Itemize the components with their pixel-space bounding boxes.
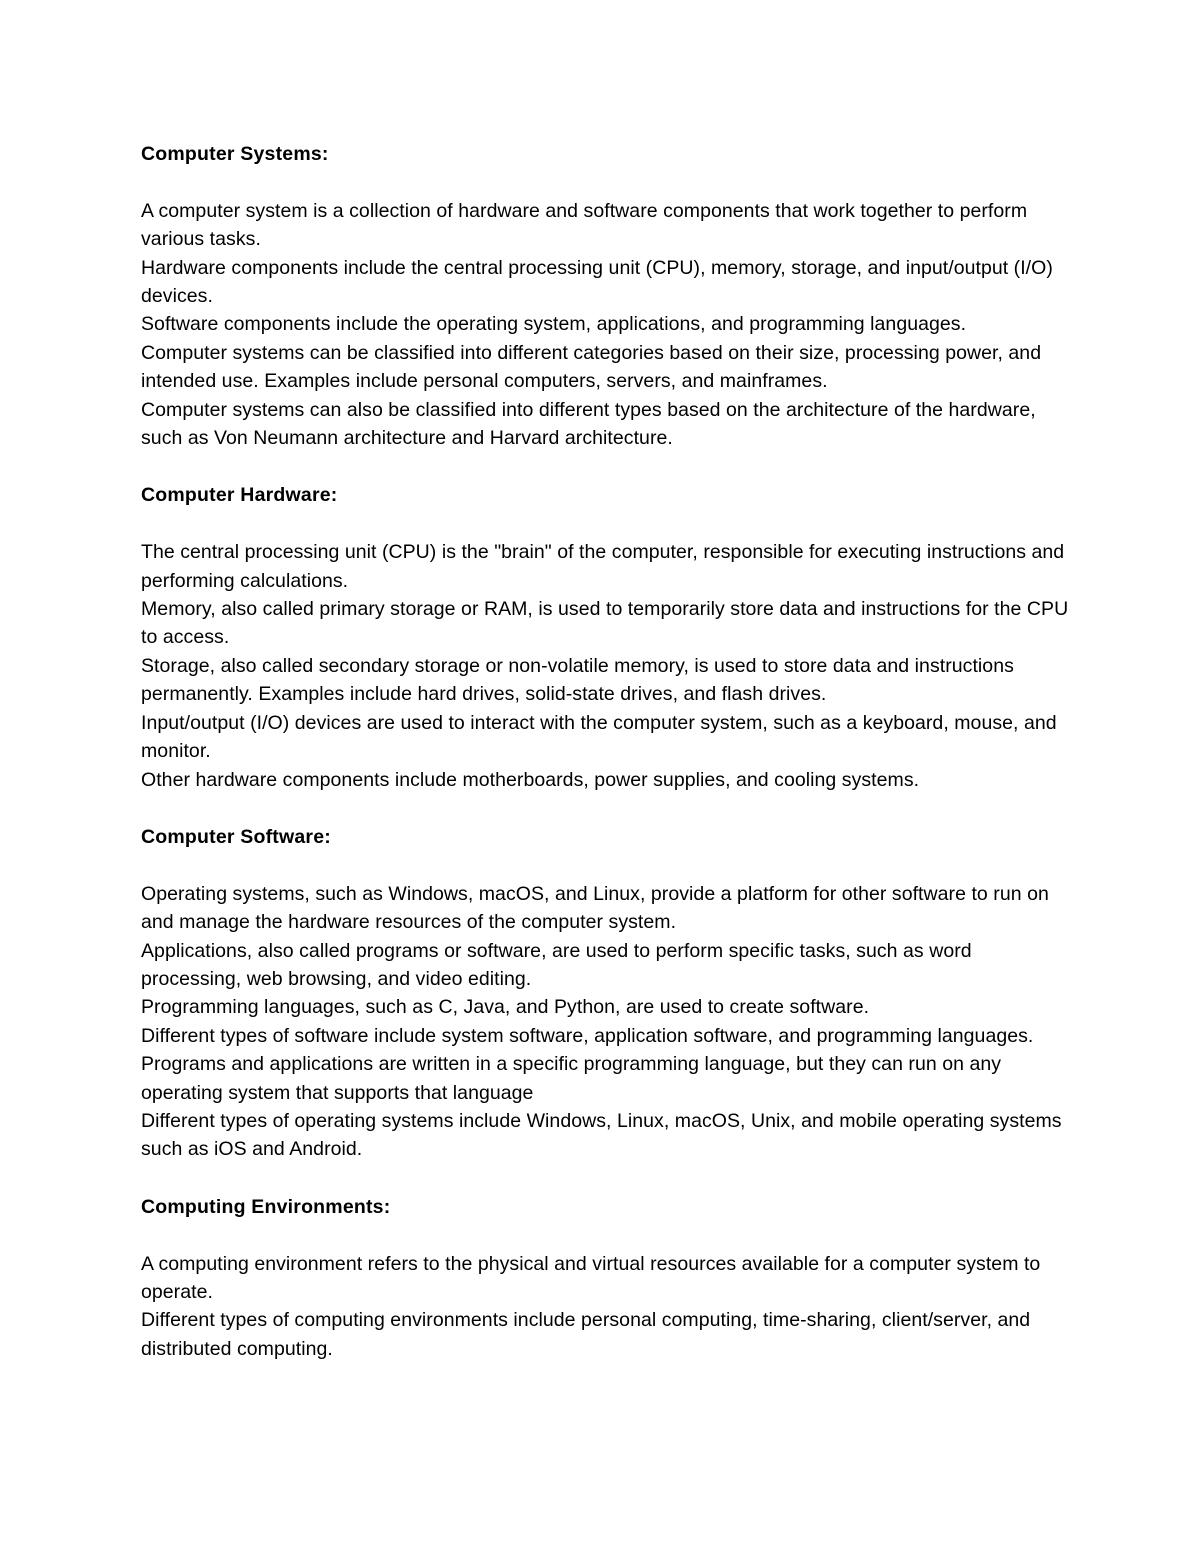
paragraph: Different types of operating systems include Windows, Linux, macOS, Unix, and mobile operating systems such as iOS and Android.: [141, 1109, 1062, 1161]
section-computing-environments: [141, 1193, 1071, 1363]
paragraph: Computer systems can be classified into different categories based on their size, processing power, and intended use. Examples include personal computers, servers, and mainframes.: [141, 341, 1042, 393]
paragraph: Programs and applications are written in a specific programming language, but they can run on any operating system that supports that language: [141, 1053, 1002, 1104]
paragraph: Input/output (I/O) devices are used to interact with the computer system, such as a keyboard, mouse, and monitor.: [141, 711, 1057, 763]
paragraph: Operating systems, such as Windows, macOS, and Linux, provide a platform for other software to run on and manage the hardware resources of the computer system.: [141, 882, 1049, 934]
section-heading: Computer Systems:: [141, 143, 329, 165]
paragraph: Other hardware components include motherboards, power supplies, and cooling systems.: [141, 768, 920, 791]
document-body: [141, 140, 1071, 1392]
paragraph: Hardware components include the central processing unit (CPU), memory, storage, and input/output (I/O) devices.: [141, 256, 1053, 308]
section-heading: Computer Software:: [141, 825, 331, 848]
paragraph: Programming languages, such as C, Java, and Python, are used to create software.: [141, 996, 870, 1019]
paragraph: Computer systems can also be classified into different types based on the architecture of the hardware, such as Von Neumann architecture and Harvard architecture.: [141, 398, 1036, 450]
paragraph: A computing environment refers to the physical and virtual resources available for a computer system to operate.: [141, 1252, 1041, 1303]
paragraph: Applications, also called programs or software, are used to perform specific tasks, such as word processing, web browsing, and video editing.: [141, 939, 972, 990]
paragraph: Memory, also called primary storage or RAM, is used to temporarily store data and instructions for the CPU to access.: [141, 598, 1069, 649]
paragraph: Software components include the operating system, applications, and programming languages.: [141, 313, 967, 336]
section-computer-software: [141, 823, 1071, 1164]
paragraph: Storage, also called secondary storage or non-volatile memory, is used to store data and instructions permanently. Examples include hard drives, solid-state drives, and flash drives.: [141, 654, 1014, 706]
paragraph: Different types of software include system software, application software, and programming languages.: [141, 1024, 1034, 1047]
section-computer-systems: [141, 140, 1071, 452]
section-heading: Computing Environments:: [141, 1195, 391, 1218]
paragraph: The central processing unit (CPU) is the "brain" of the computer, responsible for executing instructions and performing calculations.: [141, 541, 1065, 592]
section-heading: Computer Hardware:: [141, 484, 338, 507]
section-computer-hardware: [141, 481, 1071, 793]
paragraph: A computer system is a collection of hardware and software components that work together to perform various tasks.: [141, 199, 1028, 251]
paragraph: Different types of computing environments include personal computing, time-sharing, client/server, and distributed computing.: [141, 1309, 1031, 1360]
